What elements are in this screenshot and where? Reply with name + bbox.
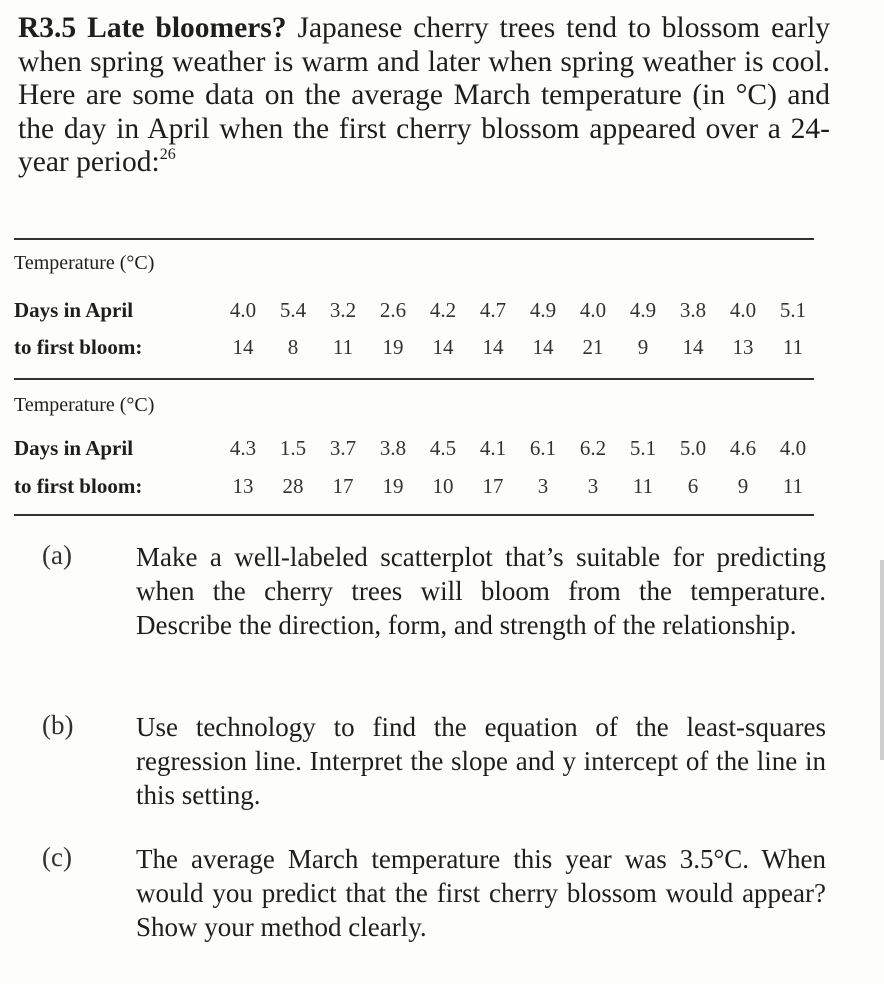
temperature-cell: 3.7 [329,436,357,460]
temperature-row [14,298,818,328]
temperature-cell: 5.4 [279,298,307,322]
days-cell: 9 [737,474,749,498]
part-text: Use technology to find the equation of the least-squares regression line. Interpret the slope and y intercept of the line in this setting. [136,712,826,810]
temperature-cell: 4.9 [629,298,657,322]
temperature-cell: 3.8 [379,436,407,460]
problem-title: Late bloomers? [87,12,287,44]
temperature-header: Temperature (°C) [14,252,155,274]
days-cell: 13 [732,335,754,359]
temperature-row [14,436,818,466]
temperature-cell: 5.1 [779,298,807,322]
temperature-cell: 4.1 [479,436,507,460]
temperature-cell: 2.6 [379,298,407,322]
days-cell: 17 [482,474,504,498]
days-cell: 10 [432,474,454,498]
days-cell: 11 [782,335,804,359]
temperature-cell: 4.0 [729,298,757,322]
temperature-cell: 4.0 [579,298,607,322]
days-label-line2: to first bloom: [14,335,143,359]
temperature-cell: 4.6 [729,436,757,460]
temperature-cell: 5.1 [629,436,657,460]
temperature-cell: 3.2 [329,298,357,322]
days-cell: 17 [332,474,354,498]
temperature-values [218,436,818,461]
days-cell: 14 [232,335,254,359]
days-label-line2: to first bloom: [14,474,143,498]
temperature-cell: 6.1 [529,436,557,460]
temperature-cell: 4.0 [229,298,257,322]
days-values [218,474,818,499]
temperature-cell: 1.5 [279,436,307,460]
days-cell: 6 [687,474,699,498]
part-text: The average March temperature this year was 3.5°C. When would you predict that the first cherry blossom would appear? Show your method clearly. [136,844,826,942]
days-cell: 3 [587,474,599,498]
days-cell: 3 [537,474,549,498]
problem-body: Japanese cherry trees tend to blossom early when spring weather is warm and later when spring weather is cool. Here are some data on the average March temperature (in °C) and the day in April when the first cherry blossom appeared over a 24-year period: [18,12,831,178]
days-cell: 14 [682,335,704,359]
page-edge-shadow [880,560,884,760]
days-cell: 14 [532,335,554,359]
days-cell: 11 [332,335,354,359]
days-cell: 13 [232,474,254,498]
temperature-cell: 4.5 [429,436,457,460]
part-label: (a) [42,540,72,570]
days-cell: 14 [482,335,504,359]
table-middle-rule [14,378,814,380]
days-cell: 11 [632,474,654,498]
part-label: (c) [42,842,72,872]
days-row [14,474,818,504]
days-row [14,335,818,365]
table-top-rule [14,238,814,240]
days-values [218,335,818,360]
days-cell: 19 [382,335,404,359]
days-label-line1: Days in April [14,298,134,322]
problem-intro [18,12,830,180]
days-cell: 8 [287,335,299,359]
temperature-cell: 6.2 [579,436,607,460]
days-label-line1: Days in April [14,436,134,460]
days-cell: 19 [382,474,404,498]
days-cell: 14 [432,335,454,359]
footnote-ref: 26 [159,146,176,163]
part-label: (b) [42,710,74,740]
temperature-cell: 4.3 [229,436,257,460]
temperature-values [218,298,818,323]
days-cell: 21 [582,335,604,359]
days-cell: 9 [637,335,649,359]
part-text: Make a well-labeled scatterplot that’s suitable for predicting when the cherry trees will bloom from the temperature. Describe the direction, form, and strength of the relationship. [136,542,826,640]
problem-number: R3.5 [18,12,77,44]
temperature-cell: 4.0 [779,436,807,460]
temperature-cell: 4.9 [529,298,557,322]
temperature-cell: 3.8 [679,298,707,322]
days-cell: 11 [782,474,804,498]
days-cell: 28 [282,474,304,498]
temperature-cell: 5.0 [679,436,707,460]
temperature-header: Temperature (°C) [14,394,155,416]
temperature-cell: 4.2 [429,298,457,322]
table-bottom-rule [14,514,814,516]
temperature-cell: 4.7 [479,298,507,322]
